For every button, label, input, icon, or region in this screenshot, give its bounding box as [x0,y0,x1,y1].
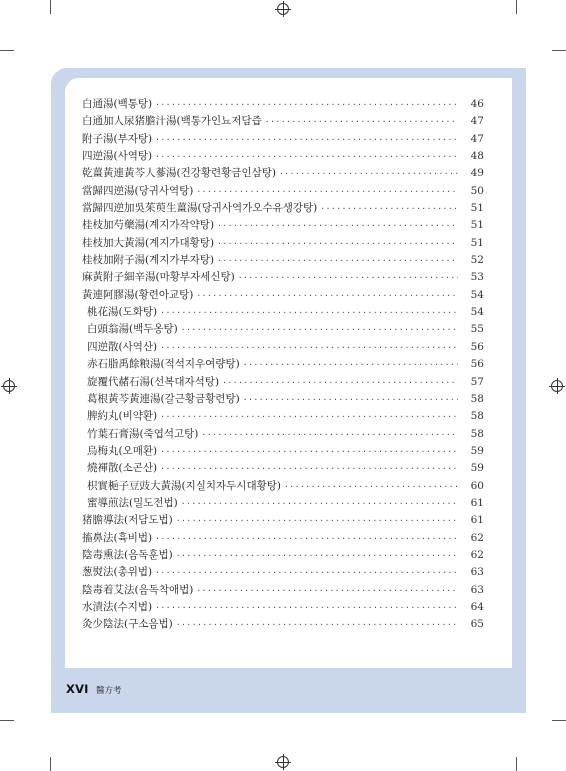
toc-entry-title: 葱熨法(총위법) [82,566,153,579]
toc-entry-page: 51 [470,236,484,249]
toc-entry-title: 黃連阿膠湯(황련아교탕) [82,288,194,301]
dot-leader [217,217,458,234]
toc-entry[interactable] [82,113,484,130]
toc-entry-title: 白通加人尿猪膽汁湯(백통가인뇨저담즙 [82,115,262,128]
dot-leader [160,304,458,321]
toc-entry-title: 四逆湯(사역탕) [82,150,153,163]
dot-leader [320,200,458,217]
toc-entry[interactable] [82,356,484,373]
toc-entry-page: 54 [470,288,484,301]
dot-leader [181,495,458,512]
dot-leader [160,460,458,477]
toc-entry-page: 51 [470,202,484,215]
toc-entry-page: 54 [470,306,484,319]
toc-entry-title: 葛根黃芩黃連湯(갈근황금황련탕) [87,392,240,405]
toc-entry-title: 蜜導煎法(밀도전법) [87,496,178,509]
toc-entry-page: 64 [470,600,484,613]
registration-mark-bottom [277,756,289,768]
toc-entry[interactable] [82,131,484,148]
toc-entry-page: 49 [470,167,484,180]
toc-entry-page: 61 [470,514,484,527]
toc-entry-page: 47 [470,115,484,128]
toc-entry-page: 47 [470,132,484,145]
dot-leader [181,321,458,338]
toc-entry[interactable] [82,148,484,165]
toc-entry-title: 附子湯(부자탕) [82,132,153,145]
dot-leader [155,148,458,165]
toc-entry-title: 燒褌散(소곤산) [87,462,158,475]
toc-entry[interactable] [82,287,484,304]
book-title: 醫方考 [96,686,122,696]
toc-entry-title: 乾薑黃連黃芩人蔘湯(건강황련황금인삼탕) [82,167,276,180]
dot-leader [160,443,458,460]
toc-entry-title: 赤石脂禹餘粮湯(적석지우여량탕) [87,358,240,371]
registration-mark-right [551,380,563,392]
toc-entry-title: 脾約丸(비약환) [87,410,158,423]
dot-leader [176,547,458,564]
crop-mark-bottom-right-h [552,720,566,721]
toc-entry-title: 白通湯(백통탕) [82,98,153,110]
toc-entry-page: 60 [470,479,484,492]
toc-entry-page: 56 [470,340,484,353]
toc-entry[interactable] [82,478,484,495]
dot-leader [201,426,458,443]
toc-entry-title: 四逆散(사역산) [87,340,158,353]
dot-leader [217,252,458,269]
toc-entry-page: 65 [470,618,484,631]
toc-entry-title: 當歸四逆加吳茱萸生薑湯(당귀사역가오수유생강탕) [82,202,318,215]
dot-leader [176,512,458,529]
toc-entry[interactable] [82,96,484,113]
dot-leader [155,530,458,547]
page-folio: XVI [66,682,89,696]
toc-entry[interactable] [82,443,484,460]
toc-entry-page: 46 [470,98,484,110]
toc-entry[interactable] [82,183,484,200]
toc-entry-title: 枳實梔子豆豉大黃湯(지실치자두시대황탕) [87,479,281,492]
toc-entry-title: 白頭翁湯(백두옹탕) [87,323,178,336]
toc-entry[interactable] [82,495,484,512]
toc-entry-page: 53 [470,271,484,284]
toc-entry-title: 搐鼻法(휵비법) [82,531,153,544]
toc-entry-page: 63 [470,566,484,579]
toc-entry-title: 桂枝加芍藥湯(계지가작약탕) [82,219,215,232]
toc-entry[interactable] [82,391,484,408]
toc-entry-title: 旋覆代赭石湯(선복대자석탕) [87,375,220,388]
toc-entry-page: 61 [470,496,484,509]
dot-leader [160,339,458,356]
toc-entry[interactable] [82,616,484,633]
toc-entry[interactable] [82,235,484,252]
dot-leader [279,165,458,182]
dot-leader [155,131,458,148]
toc-entry[interactable] [82,530,484,547]
toc-entry-page: 55 [470,323,484,336]
dot-leader [222,374,458,391]
dot-leader [238,269,458,286]
dot-leader [196,582,458,599]
crop-mark-top-left-v [50,0,51,14]
dot-leader [155,564,458,581]
toc-entry[interactable] [82,408,484,425]
toc-entry[interactable] [82,547,484,564]
toc-entry-title: 猪膽導法(저담도법) [82,514,173,527]
crop-mark-bottom-left-v [50,757,51,771]
toc-entry-title: 麻黃附子細辛湯(마황부자세신탕) [82,271,235,284]
toc-entry-title: 灸少陰法(구소음법) [82,618,173,631]
registration-mark-top [277,3,289,15]
toc-entry[interactable] [82,374,484,391]
toc-entry-page: 48 [470,150,484,163]
toc-entry-page: 50 [470,184,484,197]
registration-mark-left [3,380,15,392]
toc-entry-page: 59 [470,444,484,457]
toc-entry-page: 63 [470,583,484,596]
toc-entry[interactable] [82,269,484,286]
toc-entry[interactable] [82,217,484,234]
toc-entry[interactable] [82,426,484,443]
toc-entry-page: 62 [470,548,484,561]
toc-entry-page: 51 [470,219,484,232]
toc-entry[interactable] [82,252,484,269]
toc-entry[interactable] [82,304,484,321]
toc-entry-page: 52 [470,254,484,267]
toc-entry-page: 57 [470,375,484,388]
crop-mark-top-right-h [552,50,566,51]
toc-entry-title: 當歸四逆湯(당귀사역탕) [82,184,194,197]
dot-leader [243,356,458,373]
toc-entry[interactable] [82,165,484,182]
toc-entry-title: 陰毒熏法(음독훈법) [82,548,173,561]
toc-entry[interactable] [82,582,484,599]
toc-entry-page: 58 [470,392,484,405]
toc-entry-page: 58 [470,410,484,423]
dot-leader [243,391,458,408]
dot-leader [196,183,458,200]
crop-mark-top-left-h [0,50,14,51]
toc-entry[interactable] [82,339,484,356]
toc-entry[interactable] [82,599,484,616]
toc-entry-title: 陰毒着艾法(음독착애법) [82,583,194,596]
toc-entry[interactable] [82,200,484,217]
toc-entry-title: 竹葉石膏湯(죽엽석고탕) [87,427,199,440]
toc-entry-page: 59 [470,462,484,475]
dot-leader [217,235,458,252]
dot-leader [196,287,458,304]
toc-entry-page: 58 [470,427,484,440]
toc-entry[interactable] [82,512,484,529]
crop-mark-top-right-v [516,0,517,14]
toc-entry-title: 水漬法(수지법) [82,600,153,613]
crop-mark-bottom-left-h [0,720,14,721]
dot-leader [155,599,458,616]
toc-entry[interactable] [82,321,484,338]
dot-leader [176,616,458,633]
dot-leader [160,408,458,425]
toc-entry-title: 烏梅丸(오매환) [87,444,158,457]
toc-entry-title: 桃花湯(도화탕) [87,306,158,319]
toc-entry-title: 桂枝加大黃湯(계지가대황탕) [82,236,215,249]
toc-entry[interactable] [82,460,484,477]
crop-mark-bottom-right-v [516,757,517,771]
dot-leader [155,96,458,113]
dot-leader [265,113,458,130]
dot-leader [284,478,458,495]
toc-entry-page: 56 [470,358,484,371]
toc-entry-page: 62 [470,531,484,544]
toc-entry-title: 桂枝加附子湯(계지가부자탕) [82,254,215,267]
table-of-contents [82,96,484,634]
toc-entry[interactable] [82,564,484,581]
